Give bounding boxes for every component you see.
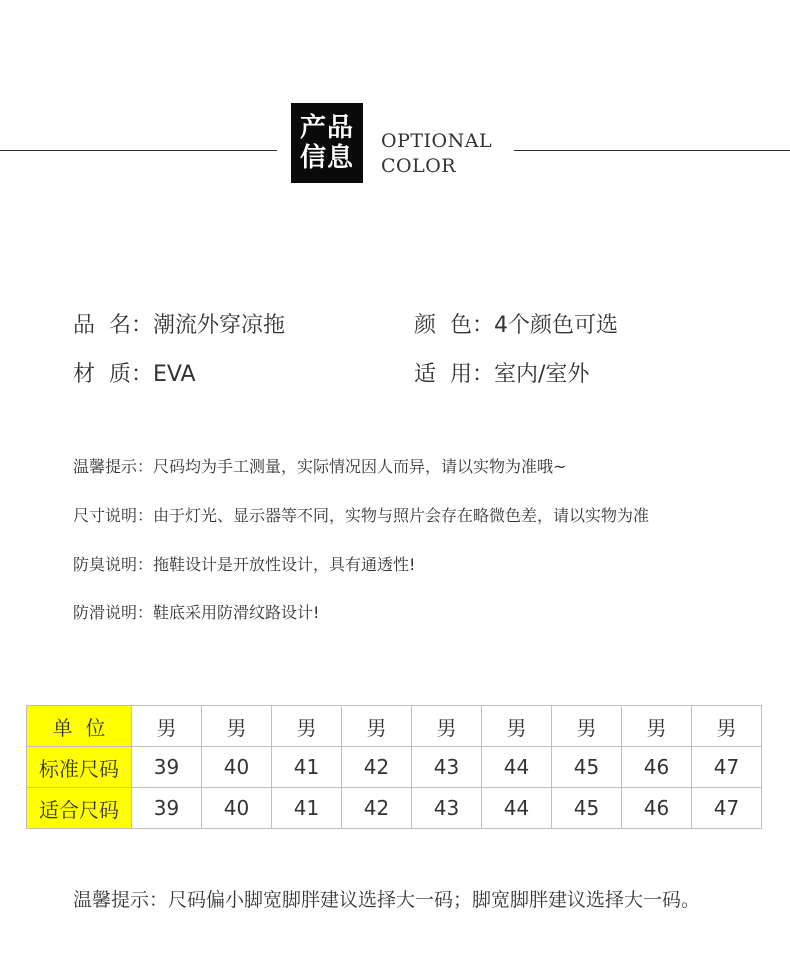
table-cell: 39 — [132, 747, 202, 788]
row-header-fit-size: 适合尺码 — [27, 788, 132, 829]
spec-color — [414, 312, 618, 340]
table-cell: 46 — [622, 747, 692, 788]
product-info-badge — [291, 103, 363, 183]
table-cell: 男 — [342, 706, 412, 747]
note-warm-tip — [73, 456, 566, 478]
table-cell: 男 — [272, 706, 342, 747]
note-size-explanation — [73, 505, 649, 527]
table-cell: 42 — [342, 788, 412, 829]
spec-name-value: 潮流外穿凉拖 — [153, 313, 286, 338]
note-text: 鞋底采用防滑纹路设计! — [153, 603, 320, 622]
table-cell: 42 — [342, 747, 412, 788]
note-label: 温馨提示： — [73, 457, 154, 476]
table-cell: 46 — [622, 788, 692, 829]
spec-color-label: 颜 色： — [414, 313, 494, 338]
table-cell: 45 — [552, 788, 622, 829]
table-cell: 43 — [412, 747, 482, 788]
table-cell: 40 — [202, 788, 272, 829]
table-cell: 男 — [552, 706, 622, 747]
table-row-fit-size — [27, 788, 762, 829]
note-anti-slip — [73, 602, 319, 624]
badge-line-1: 产品 — [299, 113, 354, 143]
note-text: 拖鞋设计是开放性设计，具有通透性! — [153, 555, 416, 574]
table-cell: 男 — [202, 706, 272, 747]
table-cell: 44 — [482, 747, 552, 788]
row-header-unit: 单 位 — [27, 706, 132, 747]
note-label: 防滑说明： — [73, 603, 154, 622]
badge-english-title — [381, 129, 492, 179]
header-divider-left — [0, 150, 277, 151]
table-cell: 43 — [412, 788, 482, 829]
spec-product-name — [73, 312, 285, 340]
table-cell: 41 — [272, 788, 342, 829]
table-row-unit — [27, 706, 762, 747]
table-cell: 44 — [482, 788, 552, 829]
spec-usage — [414, 361, 589, 389]
table-cell: 男 — [412, 706, 482, 747]
note-text: 由于灯光、显示器等不同，实物与照片会存在略微色差，请以实物为准 — [153, 506, 650, 525]
table-cell: 47 — [692, 747, 762, 788]
table-cell: 男 — [132, 706, 202, 747]
size-chart-table — [26, 705, 762, 829]
note-odor-proof — [73, 554, 415, 576]
spec-material — [73, 361, 196, 389]
spec-material-value: EVA — [153, 362, 196, 387]
table-cell: 40 — [202, 747, 272, 788]
spec-name-label: 品 名： — [73, 313, 153, 338]
badge-english-line-1: OPTIONAL — [381, 130, 493, 152]
table-cell: 45 — [552, 747, 622, 788]
table-cell: 41 — [272, 747, 342, 788]
note-text: 尺码均为手工测量，实际情况因人而异，请以实物为准哦~ — [153, 457, 567, 476]
spec-usage-value: 室内/室外 — [494, 362, 590, 387]
spec-usage-label: 适 用： — [414, 362, 494, 387]
header-divider-right — [514, 150, 790, 151]
spec-material-label: 材 质： — [73, 362, 153, 387]
badge-line-2: 信息 — [299, 143, 354, 173]
row-header-standard-size: 标准尺码 — [27, 747, 132, 788]
note-label: 防臭说明： — [73, 555, 154, 574]
badge-english-line-2: COLOR — [381, 155, 457, 177]
table-cell: 男 — [692, 706, 762, 747]
table-row-standard-size — [27, 747, 762, 788]
table-cell: 男 — [482, 706, 552, 747]
table-cell: 39 — [132, 788, 202, 829]
spec-color-value: 4个颜色可选 — [494, 313, 618, 338]
footer-tip: 温馨提示：尺码偏小脚宽脚胖建议选择大一码；脚宽脚胖建议选择大一码。 — [73, 889, 701, 911]
note-label: 尺寸说明： — [73, 506, 154, 525]
table-cell: 男 — [622, 706, 692, 747]
table-cell: 47 — [692, 788, 762, 829]
